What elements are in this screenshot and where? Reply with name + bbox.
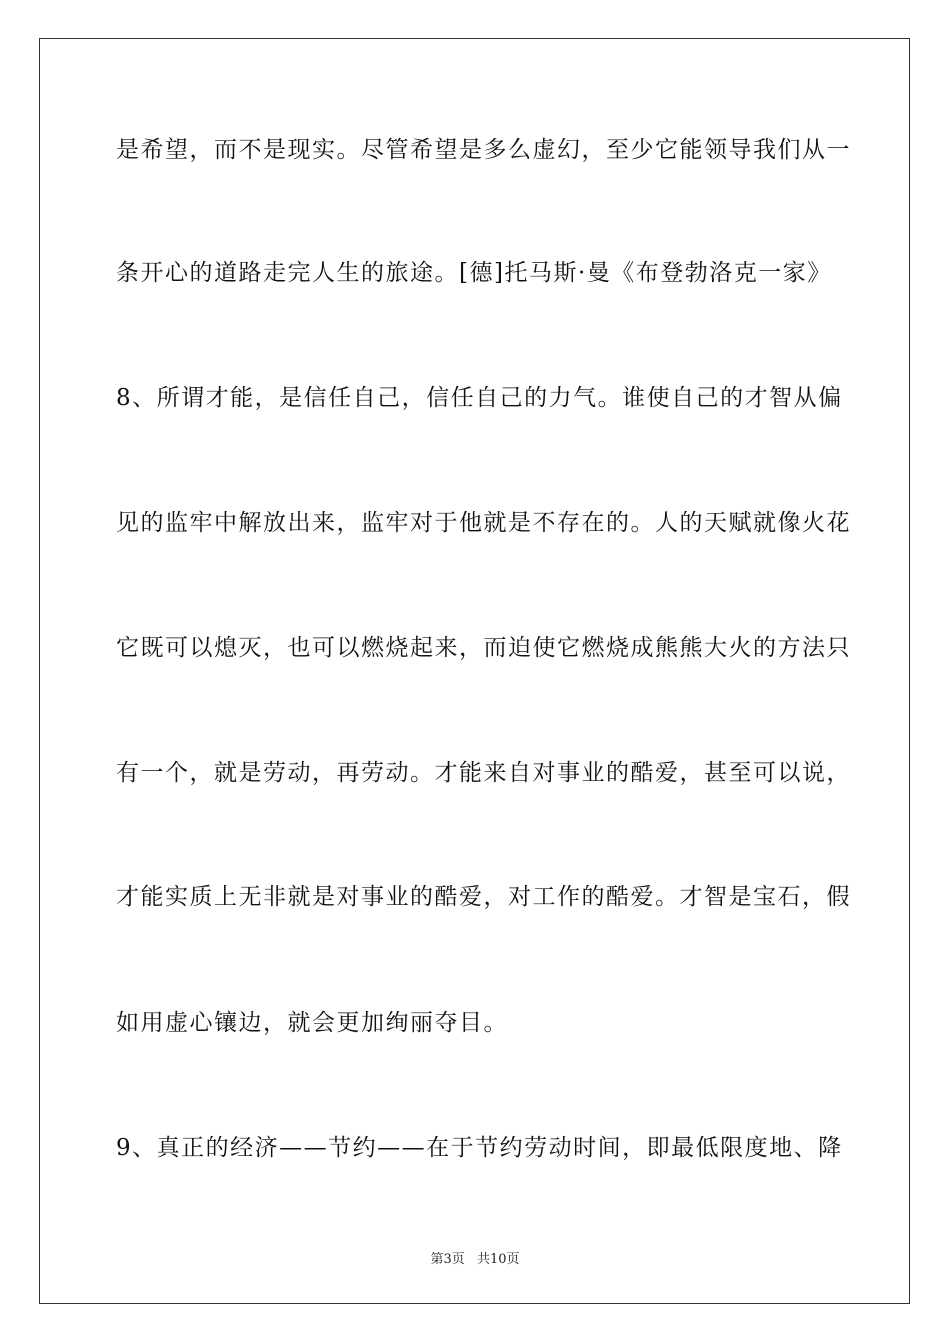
text-line: 条开心的道路走完人生的旅途。[德]托马斯·曼《布登勃洛克一家》 (116, 260, 832, 286)
text-line: 8、所谓才能，是信任自己，信任自己的力气。谁使自己的才智从偏 (116, 385, 843, 411)
text-line: 9、真正的经济——节约——在于节约劳动时间，即最低限度地、降 (116, 1135, 843, 1161)
page-border (39, 38, 910, 1304)
text-line: 有一个，就是劳动，再劳动。才能来自对事业的酷爱，甚至可以说， (116, 760, 851, 786)
text-line: 如用虚心镶边，就会更加绚丽夺目。 (116, 1010, 508, 1036)
text-line: 它既可以熄灭，也可以燃烧起来，而迫使它燃烧成熊熊大火的方法只 (116, 635, 851, 661)
text-line: 是希望，而不是现实。尽管希望是多么虚幻，至少它能领导我们从一 (116, 137, 851, 163)
page-total: 共10页 (476, 1252, 520, 1267)
page-footer (0, 1248, 950, 1267)
text-line: 才能实质上无非就是对事业的酷爱，对工作的酷爱。才智是宝石，假 (116, 884, 851, 910)
text-line: 见的监牢中解放出来，监牢对于他就是不存在的。人的天赋就像火花 (116, 510, 851, 536)
page-number: 第3页 (430, 1252, 465, 1267)
